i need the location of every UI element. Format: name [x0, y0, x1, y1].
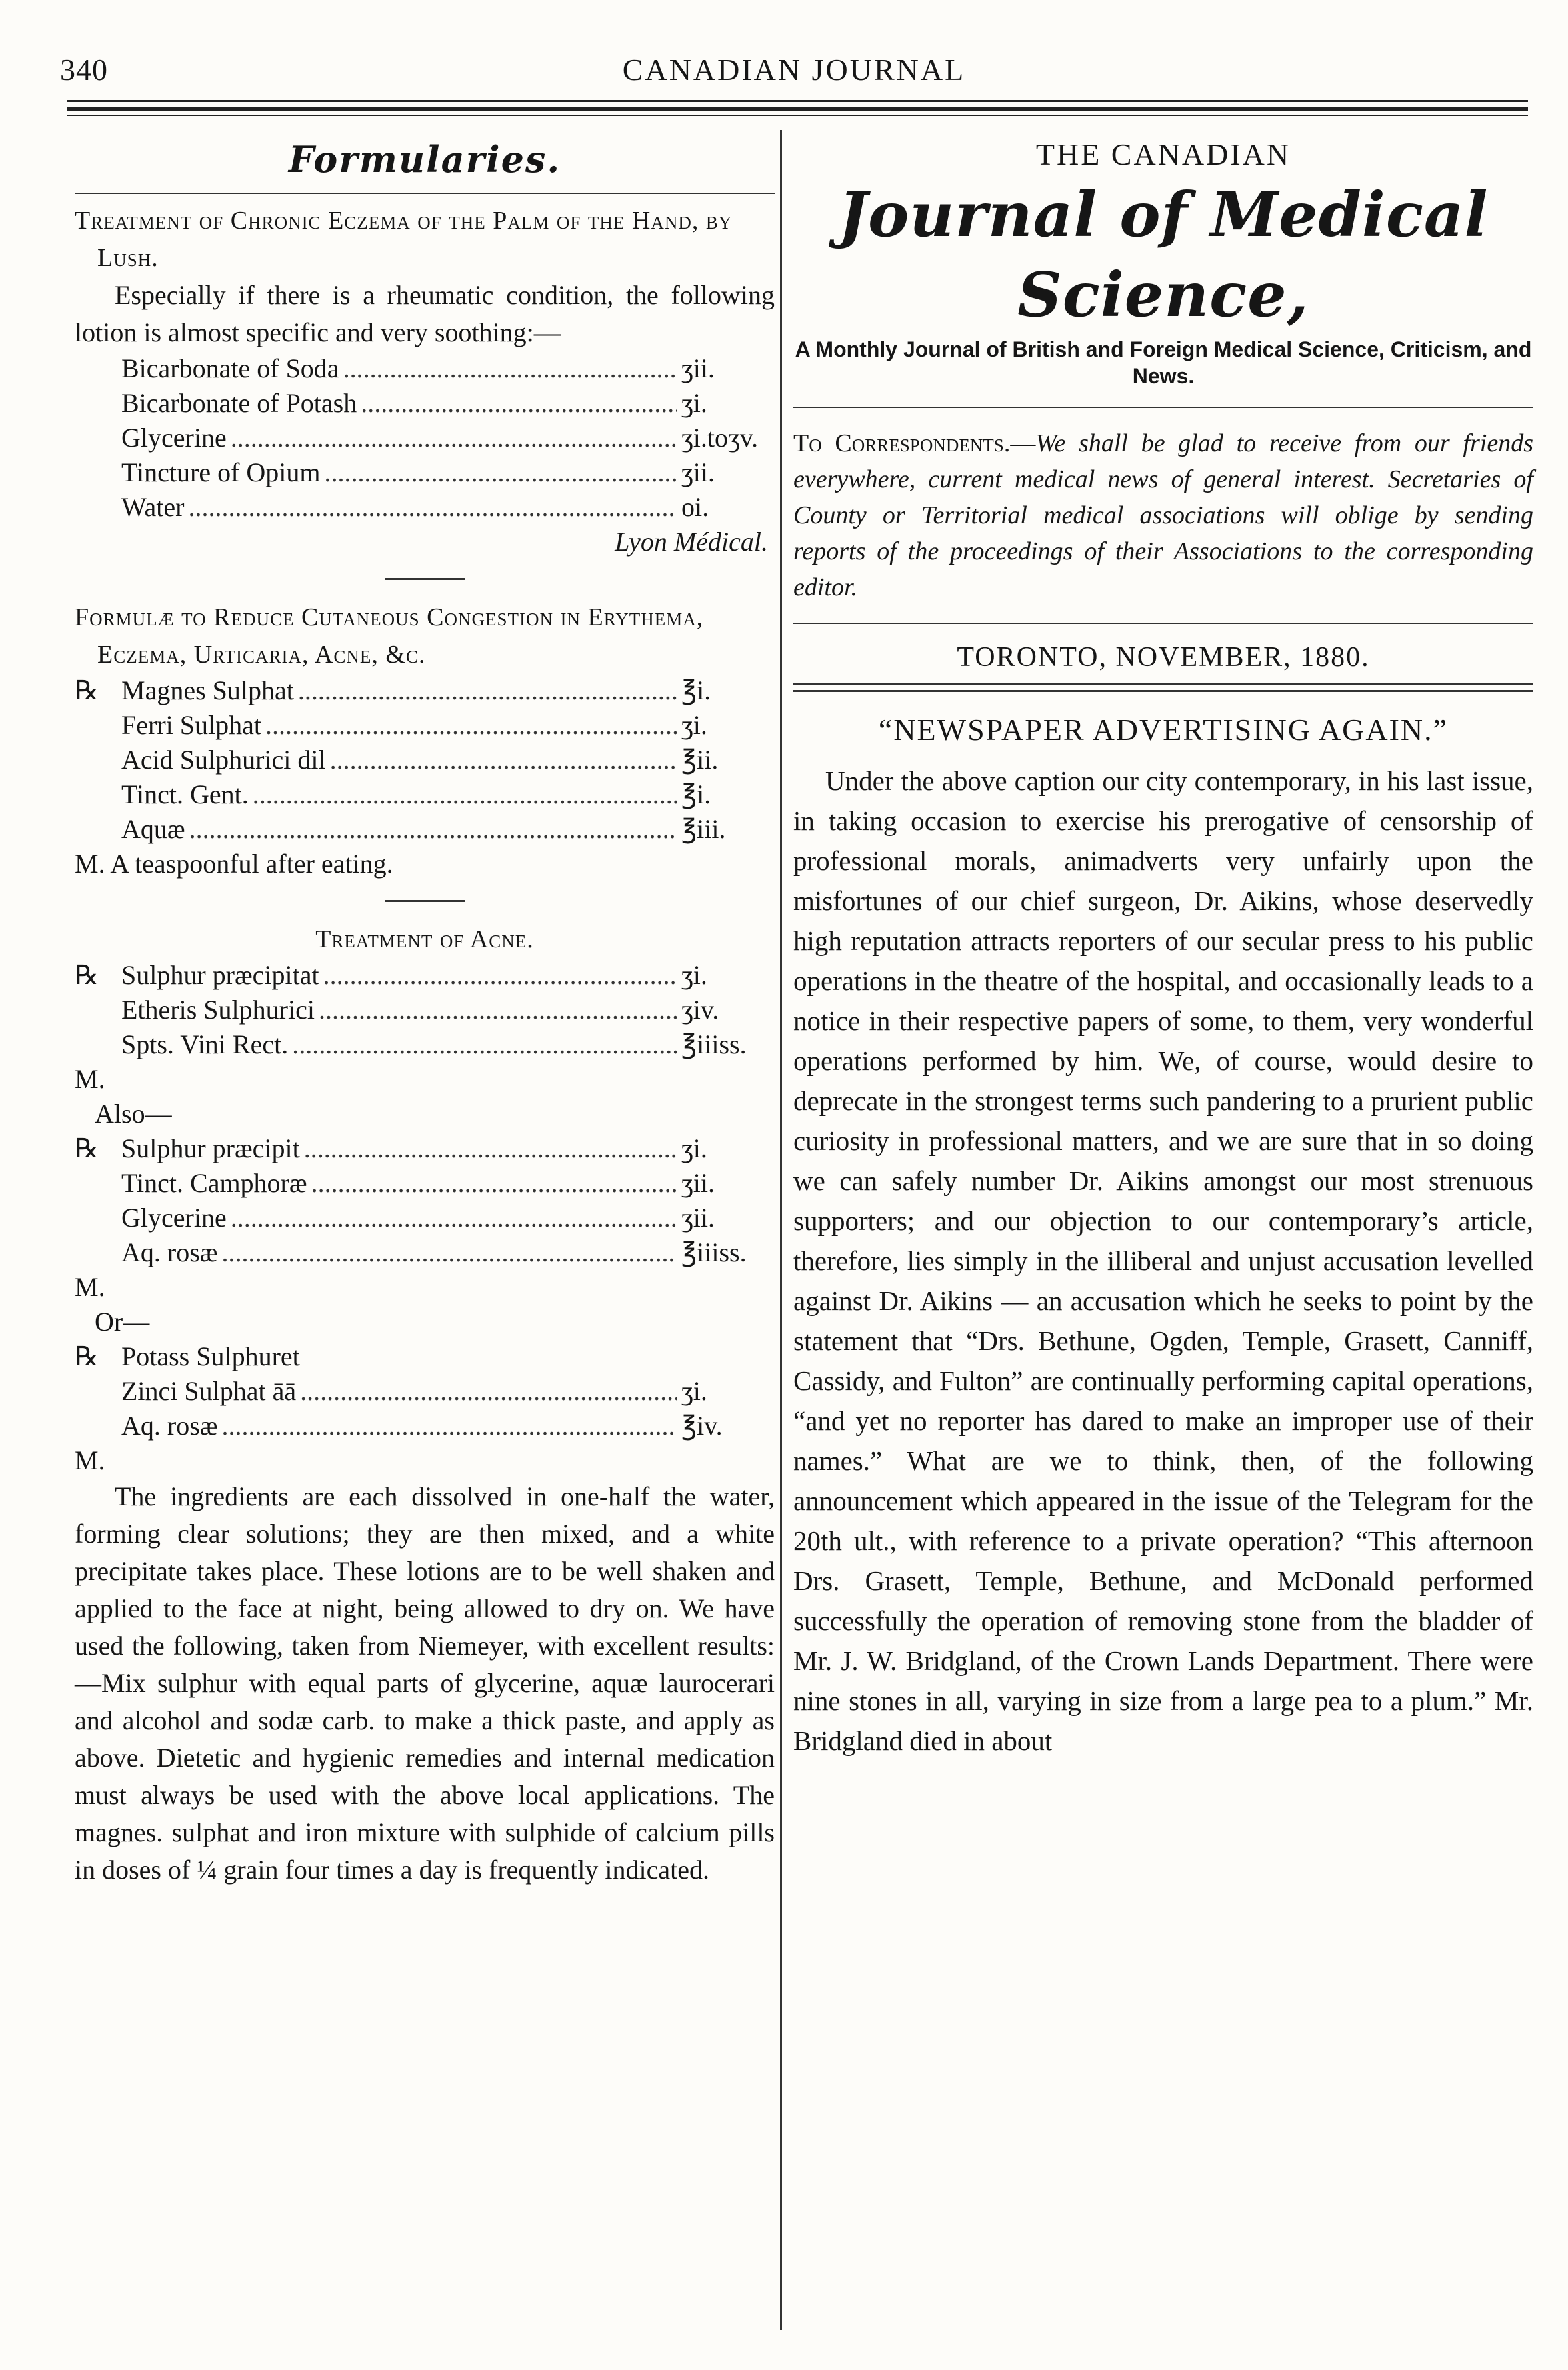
- formulae-title: Formulæ to Reduce Cutaneous Congestion in Erythema, Eczema, Urticaria, Acne, &c.: [75, 603, 704, 669]
- dateline-rule-bottom: [793, 690, 1533, 692]
- mix-instruction: M.: [75, 1064, 105, 1094]
- recipe-line: [75, 1339, 775, 1374]
- recipe-line: [75, 1235, 775, 1270]
- formulae-recipe: [75, 673, 775, 881]
- running-head: [60, 52, 1528, 92]
- ingredient-dose: ℥iiiss.: [681, 1029, 747, 1059]
- ingredient-dose: ʒi.: [681, 1376, 707, 1406]
- ingredient-name: Ferri Sulphat: [121, 710, 261, 740]
- acne-title: Treatment of Acne.: [315, 925, 534, 953]
- ingredient-dose: ʒi.: [681, 388, 707, 418]
- ingredient-dose: ℥i.: [681, 675, 711, 705]
- rx-symbol: ℞: [75, 1133, 99, 1163]
- dateline-rule-top: [793, 683, 1533, 685]
- column-divider: [780, 130, 782, 2330]
- correspondents-message: We shall be glad to receive from our friends everywhere, current medical news of general interest. Secretaries of County or Territorial medical associations will oblige by sending reports of the proceedings of their Associations to the corresponding editor.: [793, 429, 1533, 601]
- recipe-line: [75, 1166, 775, 1201]
- recipe-line: [75, 812, 775, 847]
- ingredient-dose: ʒi.: [681, 1133, 707, 1163]
- eczema-intro: Especially if there is a rheumatic condition, the following lotion is almost specific and very soothing:—: [75, 280, 775, 347]
- ingredient-dose: oi.: [681, 492, 709, 522]
- page-number: 340: [60, 53, 108, 87]
- dateline: TORONTO, NOVEMBER, 1880.: [957, 642, 1370, 673]
- formulae-direction: M. A teaspoonful after eating.: [75, 849, 393, 879]
- ingredient-dose: ʒi.toʒv.: [681, 423, 759, 453]
- ingredient-name: Spts. Vini Rect.: [121, 1029, 289, 1059]
- ingredient-name: Acid Sulphurici dil: [121, 745, 326, 775]
- ingredient-name: Sulphur præcipitat: [121, 960, 319, 990]
- ingredient-dose: ʒi.: [681, 710, 707, 740]
- ingredient-name: Sulphur præcipit: [121, 1133, 300, 1163]
- ingredient-dose: ʒii.: [681, 457, 715, 487]
- ingredient-dose: ℥iv.: [681, 1411, 723, 1441]
- ingredient-dose: ʒii.: [681, 353, 715, 383]
- article-body: Under the above caption our city contemporary, in his last issue, in taking occasion to exercise his prerogative of censorship of professional morals, animadverts very unfairly upon the misfortunes of our chief surgeon, Dr. Aikins, whose deservedly high reputation attracts reporters of our secular press to his public operations in the theatre of the hospital, and occasionally leads to a notice in their respective papers of some, to them, very wonderful operations performed by him. We, of course, would desire to deprecate in the strongest terms such pandering to a prurient public curiosity in professional matters, and we are sure that in so doing we can safely number Dr. Aikins amongst our most strenuous supporters; and our objection to our contemporary’s article, therefore, lies simply in the illiberal and unjust accusation levelled against Dr. Aikins — an accusation which he seeks to point by the statement that “Drs. Bethune, Ogden, Temple, Grasett, Canniff, Cassidy, and Fulton” are continually performing capital operations, “and yet no reporter has dared to make an improper use of their names.” What are we to think, then, of the following announcement which appeared in the issue of the Telegram for the 20th ult., with reference to a private operation? “This afternoon Drs. Grasett, Temple, Bethune, and McDonald performed successfully the operation of removing stone from the bladder of Mr. J. W. Bridgland, of the Crown Lands Department. There were nine stones in all, varying in size from a large pea to a plum.” Mr. Bridgland died in about: [793, 765, 1533, 1756]
- correspondents-lead: To Correspondents.—: [793, 429, 1036, 457]
- header-rule-thin: [67, 115, 1528, 116]
- recipe-line: [75, 673, 775, 708]
- recipe-line: [75, 958, 775, 993]
- rx-symbol: ℞: [75, 675, 99, 705]
- masthead-subtitle: A Monthly Journal of British and Foreign Medical Science, Criticism, and News.: [795, 337, 1532, 388]
- recipe-line: [75, 386, 775, 421]
- masthead-title: Journal of Medical Science,: [838, 179, 1489, 331]
- separator-rule: [385, 900, 465, 902]
- recipe-line: [75, 1027, 775, 1062]
- right-column: [793, 130, 1533, 1761]
- section-heading-formularies: Formularies.: [288, 138, 561, 181]
- recipe-line: [75, 1131, 775, 1166]
- notice-rule: [793, 623, 1533, 624]
- eczema-source: Lyon Médical.: [615, 527, 768, 557]
- ingredient-name: Bicarbonate of Soda: [121, 353, 339, 383]
- eczema-recipe: [75, 351, 775, 525]
- ingredient-dose: ℥iiiss.: [681, 1237, 747, 1267]
- eczema-title: Treatment of Chronic Eczema of the Palm of the Hand, by Lush.: [75, 207, 733, 272]
- journal-running-title: CANADIAN JOURNAL: [622, 53, 966, 87]
- ingredient-name: Water: [121, 492, 185, 522]
- ingredient-name: Bicarbonate of Potash: [121, 388, 357, 418]
- ingredient-name: Magnes Sulphat: [121, 675, 294, 705]
- ingredient-dose: ʒii.: [681, 1203, 715, 1233]
- ingredient-dose: ʒiv.: [681, 995, 719, 1025]
- left-column: [75, 130, 775, 1889]
- ingredient-dose: ʒii.: [681, 1168, 715, 1198]
- rx-symbol: ℞: [75, 960, 99, 990]
- recipe-line: [75, 993, 775, 1027]
- recipe-line: [75, 351, 775, 386]
- ingredient-name: Tinct. Gent.: [121, 779, 249, 809]
- separator-rule: [385, 578, 465, 580]
- recipe-line: [75, 421, 775, 455]
- correspondents-notice: [793, 425, 1533, 605]
- section-rule: [75, 193, 775, 194]
- mix-instruction: M.: [75, 1272, 105, 1302]
- ingredient-name: Glycerine: [121, 423, 227, 453]
- alternative-label: Or—: [95, 1307, 150, 1337]
- alternative-label: Also—: [95, 1099, 172, 1129]
- ingredient-name: Aq. rosæ: [121, 1237, 218, 1267]
- ingredient-name: Etheris Sulphurici: [121, 995, 315, 1025]
- acne-recipes: [75, 958, 775, 1478]
- ingredient-name: Tinct. Camphoræ: [121, 1168, 307, 1198]
- recipe-line: [75, 1201, 775, 1235]
- article-headline: “NEWSPAPER ADVERTISING AGAIN.”: [878, 713, 1449, 747]
- mix-instruction: M.: [75, 1445, 105, 1475]
- masthead-rule: [793, 407, 1533, 408]
- ingredient-dose: ℥i.: [681, 779, 711, 809]
- ingredient-dose: ℥iii.: [681, 814, 726, 844]
- acne-body-text: The ingredients are each dissolved in one-half the water, forming clear solutions; they are then mixed, and a white precipitate takes place. These lotions are to be well shaken and applied to the face at night, being allowed to dry on. We have used the following, taken from Niemeyer, with excellent results:—Mix sulphur with equal parts of glycerine, aquæ laurocerari and alcohol and sodæ carb. to make a thick paste, and apply as above. Dietetic and hygienic remedies and internal medication must always be used with the above local applications. The magnes. sulphat and iron mixture with sulphide of calcium pills in doses of ¼ grain four times a day is frequently indicated.: [75, 1481, 775, 1885]
- ingredient-dose: ʒi.: [681, 960, 707, 990]
- recipe-line: [75, 708, 775, 743]
- masthead-the-canadian: THE CANADIAN: [1035, 137, 1291, 171]
- header-rule: [67, 100, 1528, 102]
- recipe-line: [75, 1409, 775, 1443]
- header-rule-thick: [67, 107, 1528, 111]
- recipe-line: [75, 455, 775, 490]
- recipe-line: [75, 777, 775, 812]
- recipe-line: [75, 490, 775, 525]
- ingredient-name: Zinci Sulphat āā: [121, 1376, 297, 1406]
- ingredient-name: Glycerine: [121, 1203, 227, 1233]
- recipe-line: [75, 1374, 775, 1409]
- ingredient-dose: ℥ii.: [681, 745, 719, 775]
- ingredient-name: Aquæ: [121, 814, 185, 844]
- recipe-line: [75, 743, 775, 777]
- rx-symbol: ℞: [75, 1341, 99, 1371]
- ingredient-name: Tincture of Opium: [121, 457, 321, 487]
- ingredient-name: Aq. rosæ: [121, 1411, 218, 1441]
- ingredient-name: Potass Sulphuret: [121, 1341, 300, 1371]
